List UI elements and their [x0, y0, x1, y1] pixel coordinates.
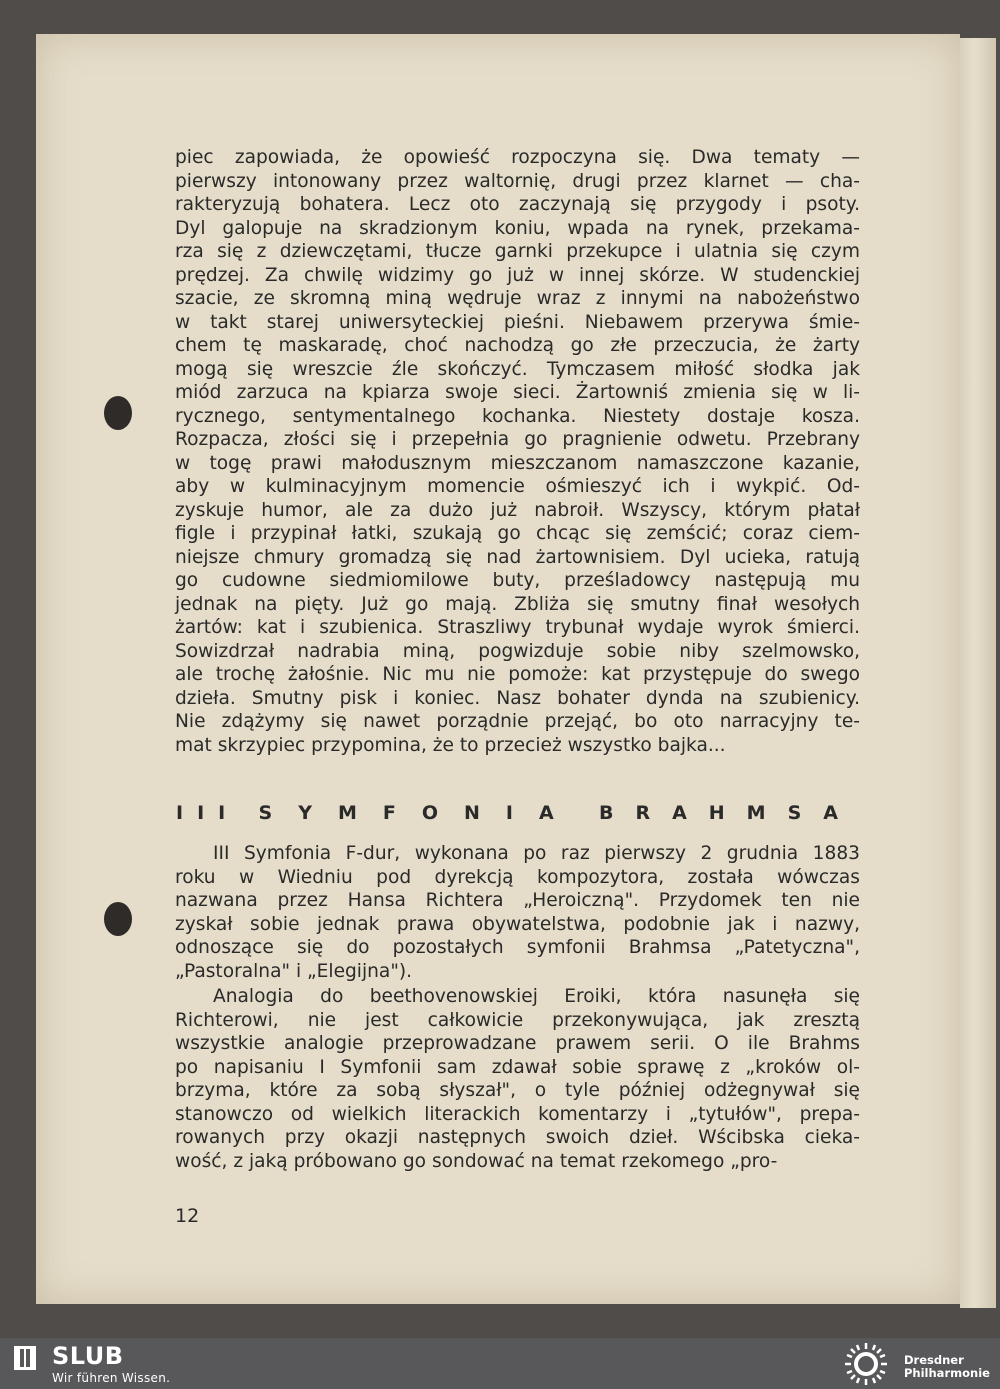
partner-name	[904, 1354, 990, 1380]
text-line: „Pastoralna" i „Elegijna").	[175, 960, 413, 982]
text-line: po napisaniu I Symfonii sam zdawał sobie sprawę z „kroków ol-	[175, 1056, 860, 1078]
library-name: SLUB	[52, 1342, 124, 1370]
text-line: roku w Wiedniu pod dyrekcją kompozytora, została wówczas	[175, 866, 860, 888]
partner-name-line: Dresdner	[904, 1353, 964, 1367]
text-line: zyskał sobie jednak prawa obywatelstwa, podobnie jak i nazwy,	[175, 913, 860, 935]
library-tagline: Wir führen Wissen.	[52, 1371, 171, 1385]
slub-logo-icon	[14, 1346, 40, 1370]
text-line: stanowczo od wielkich literackich komentarzy i „tytułów", prepa-	[175, 1103, 860, 1125]
heading-word: BRAHMSA	[598, 802, 860, 824]
text-line: jednak na pięty. Już go mają. Zbliża się smutny finał wesołych	[175, 593, 860, 615]
footer-bar	[0, 1338, 1000, 1389]
text-line: rycznego, sentymentalnego kochanka. Niestety dostaje kosza.	[175, 405, 860, 427]
paragraph-symphony-intro	[175, 842, 860, 983]
punch-hole	[104, 902, 132, 936]
text-line: zyskuje humor, ale za dużo już nabroił. Wszyscy, którym płatał	[175, 499, 860, 521]
text-line: rakteryzują bohatera. Lecz oto zaczynają się przygody i psoty.	[175, 194, 860, 215]
text-line: niejsze chmury gromadzą się nad żartownisiem. Dyl ucieka, ratują	[175, 546, 860, 568]
text-line: prędzej. Za chwilę widzimy go już w innej skórze. W studenckiej	[175, 264, 860, 286]
text-line: Sowizdrzał nadrabia miną, pogwizduje sobie niby szelmowsko,	[175, 640, 860, 662]
paragraph-story	[175, 146, 860, 757]
text-line: żartów: kat i szubienica. Straszliwy trybunał wydaje wyrok śmierci.	[175, 617, 860, 638]
text-line: ale trochę żałośnie. Nic mu nie pomoże: kat przystępuje do swego	[175, 664, 860, 685]
philharmonie-logo-icon	[843, 1341, 889, 1387]
text-line: Dyl galopuje na skradzionym koniu, wpada na rynek, przekama-	[175, 217, 860, 239]
text-line: rza się z dziewczętami, tłucze garnki przekupce i ulatnia się czym	[175, 241, 860, 262]
text-line: brzyma, które za sobą słyszał", o tyle później odżegnywał się	[175, 1080, 860, 1101]
text-line: szacie, ze skromną miną wędruje wraz z innymi na nabożeństwo	[175, 288, 860, 309]
page-number: 12	[175, 1205, 200, 1227]
paragraph-eroica-analogy	[175, 985, 860, 1173]
text-line: mat skrzypiec przypomina, że to przecież wszystko bajka...	[175, 734, 726, 756]
text-line: nazwana przez Hansa Richtera „Heroiczną". Przydomek ten nie	[175, 890, 860, 911]
punch-hole	[104, 396, 132, 430]
text-line: Rozpacza, złości się i przepełnia go pragnienie odwetu. Przebrany	[175, 429, 860, 450]
text-line: go cudowne siedmiomilowe buty, prześladowcy następują mu	[175, 570, 860, 591]
text-line: mogą się wreszcie źle skończyć. Tymczasem miłość słodka jak	[175, 358, 860, 380]
text-line: miód zarzuca na kpiarza swoje sieci. Żartowniś zmienia się w li-	[175, 382, 860, 403]
text-line: pierwszy intonowany przez waltornię, drugi przez klarnet — cha-	[175, 170, 860, 192]
text-line: w takt starej uniwersyteckiej pieśni. Niebawem przerywa śmie-	[175, 311, 860, 333]
heading-word: SYMFONIA	[258, 802, 580, 824]
text-line: aby w kulminacyjnym momencie ośmieszyć ich i wykpić. Od-	[175, 476, 860, 497]
text-line: figle i przypinał łatki, szukają go chcąc się zemścić; coraz ciem-	[175, 523, 860, 544]
text-line: Richterowi, nie jest całkowicie przekonywująca, jak zresztą	[175, 1009, 860, 1031]
text-line: Nie zdążymy się nawet porządnie przejąć, bo oto narracyjny te-	[175, 711, 860, 732]
text-line: dzieła. Smutny pisk i koniec. Nasz bohater dynda na szubienicy.	[175, 687, 860, 709]
text-line: rowanych przy okazji następnych swoich dzieł. Wścibska cieka-	[175, 1127, 860, 1148]
text-line: wszystkie analogie przeprowadzane prawem serii. O ile Brahms	[175, 1033, 860, 1054]
text-line: chem tę maskaradę, choć nachodzą go złe przeczucia, że żarty	[175, 335, 860, 356]
text-line: w togę prawi małodusznym mieszczanom namaszczone kazanie,	[175, 452, 860, 474]
next-page-edge	[960, 38, 996, 1308]
text-line: wość, z jaką próbowano go sondować na temat rzekomego „pro-	[175, 1150, 778, 1172]
partner-name-line: Philharmonie	[904, 1366, 990, 1380]
text-line: odnoszące się do pozostałych symfonii Brahmsa „Patetyczna",	[175, 937, 860, 958]
heading-word: III	[176, 802, 240, 824]
text-line: piec zapowiada, że opowieść rozpoczyna się. Dwa tematy —	[175, 147, 860, 168]
section-heading	[176, 802, 860, 824]
text-line: III Symfonia F-dur, wykonana po raz pierwszy 2 grudnia 1883	[213, 843, 860, 864]
text-line: Analogia do beethovenowskiej Eroiki, która nasunęła się	[213, 986, 860, 1007]
